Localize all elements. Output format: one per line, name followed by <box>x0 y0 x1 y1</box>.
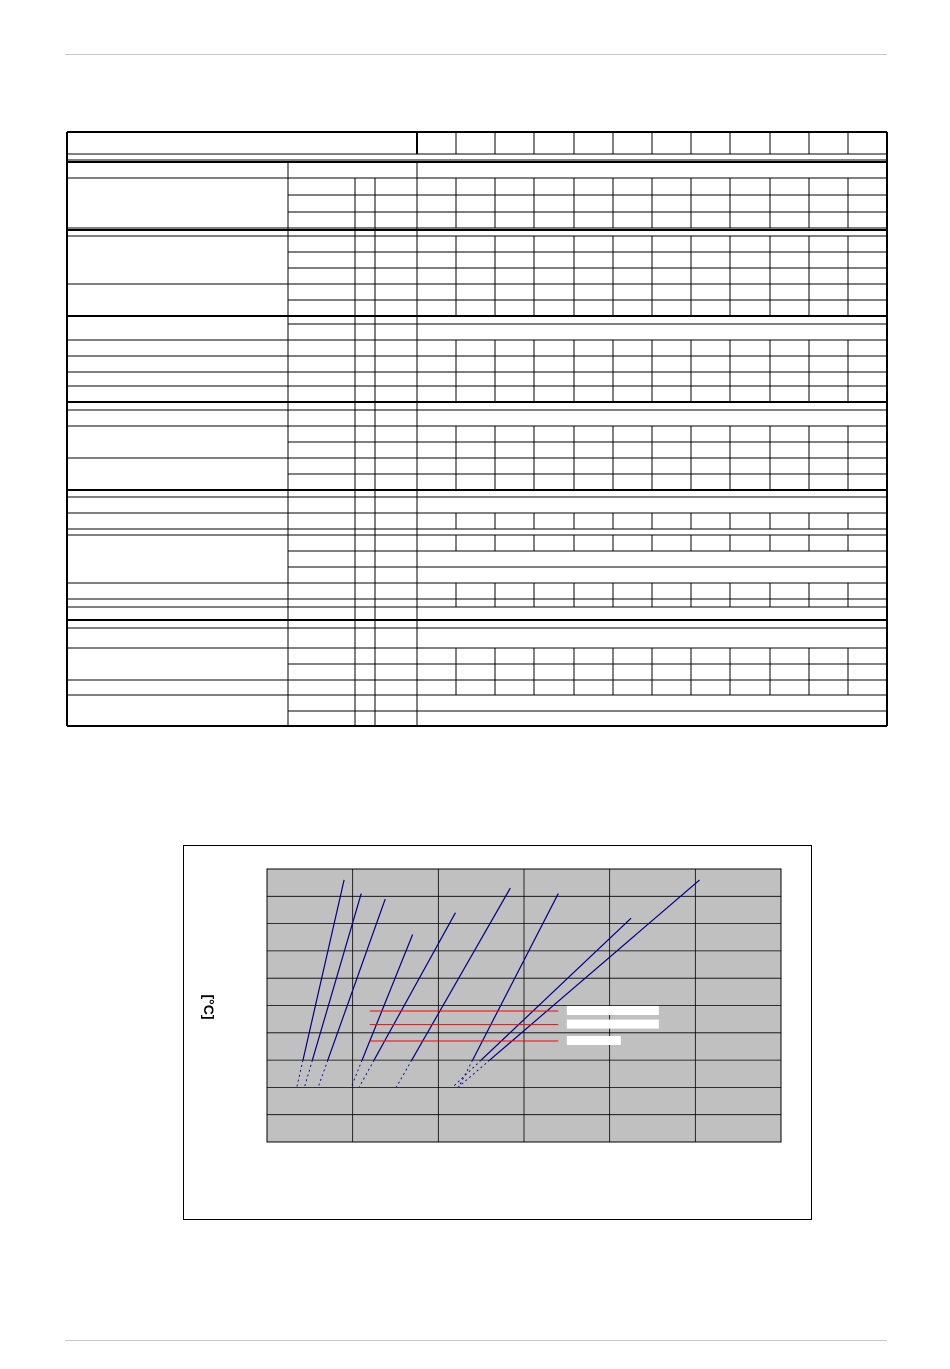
temperature-chart <box>184 846 811 1219</box>
chart-frame <box>183 845 812 1220</box>
legend-box-3 <box>567 1036 621 1045</box>
legend-box-2 <box>567 1020 659 1029</box>
y-axis-label: [°C] <box>201 994 217 1020</box>
legend-box-1 <box>567 1006 659 1015</box>
footer-rule <box>65 1340 887 1341</box>
